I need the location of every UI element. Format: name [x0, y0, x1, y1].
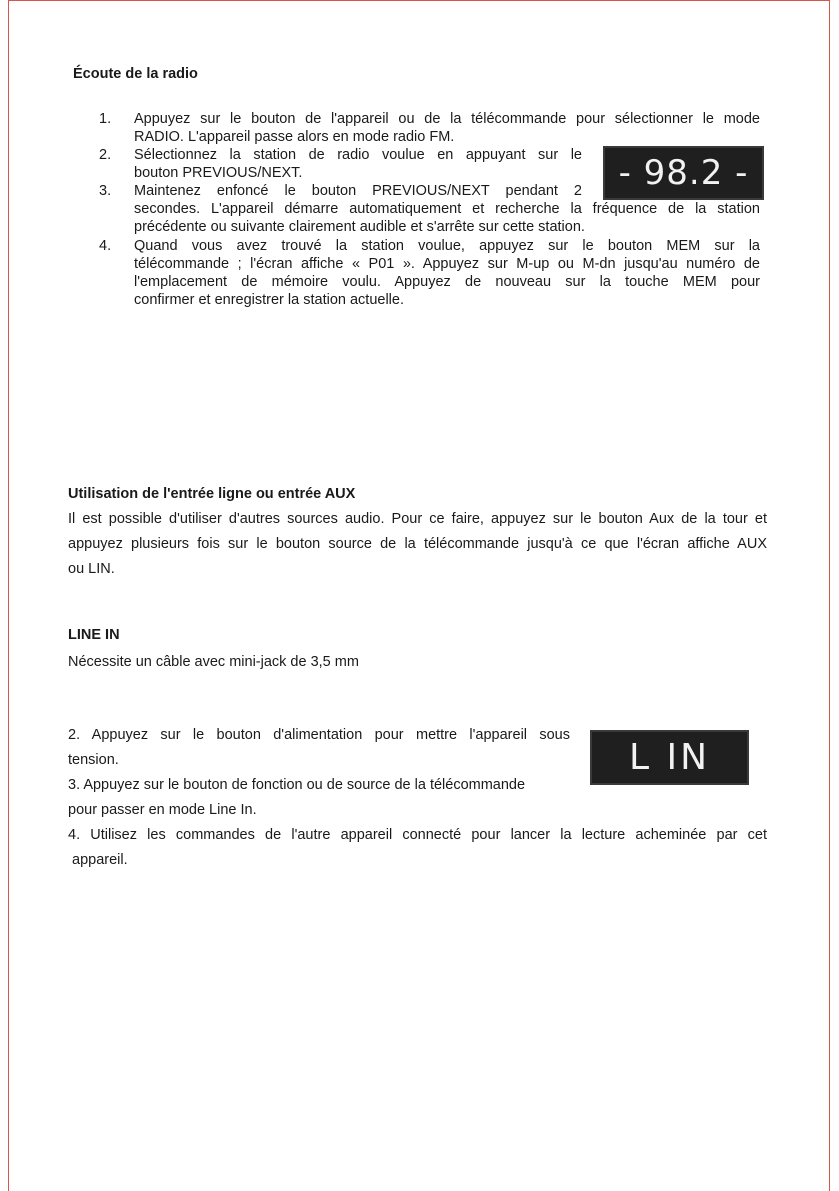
step-line: précédente ou suivante clairement audible et s'arrête sur cette station.	[134, 219, 585, 235]
step-line: télécommande ; l'écran affiche « P01 ». Appuyez sur M-up ou M-dn jusqu'au numéro de	[134, 256, 760, 272]
aux-line: ou LIN.	[68, 561, 115, 577]
step-line: bouton PREVIOUS/NEXT.	[134, 165, 303, 181]
linein-line: appareil.	[68, 852, 128, 868]
linein-steps-continued	[68, 823, 767, 873]
aux-paragraph	[68, 507, 767, 582]
linein-line: 2. Appuyez sur le bouton d'alimentation pour mettre l'appareil sous	[68, 727, 570, 743]
linein-line: pour passer en mode Line In.	[68, 802, 257, 818]
step-line: l'emplacement de mémoire voulu. Appuyez de nouveau sur la touche MEM pour	[134, 274, 760, 290]
aux-heading: Utilisation de l'entrée ligne ou entrée AUX	[68, 486, 356, 502]
step-line: RADIO. L'appareil passe alors en mode radio FM.	[134, 129, 455, 145]
step-line: confirmer et enregistrer la station actuelle.	[134, 292, 404, 308]
step-number: 4.	[99, 238, 112, 254]
linein-heading: LINE IN	[68, 627, 120, 643]
step-line: secondes. L'appareil démarre automatiquement et recherche la fréquence de la station	[134, 201, 760, 217]
linein-line: 4. Utilisez les commandes de l'autre appareil connecté pour lancer la lecture acheminée par cet	[68, 827, 767, 843]
step-line: Sélectionnez la station de radio voulue en appuyant sur le	[134, 147, 582, 163]
step-number: 2.	[99, 147, 112, 163]
step-line: Appuyez sur le bouton de l'appareil ou de la télécommande pour sélectionner le mode	[134, 111, 760, 127]
aux-line: appuyez plusieurs fois sur le bouton source de la télécommande jusqu'à ce que l'écran affiche AUX	[68, 536, 767, 552]
linein-line: tension.	[68, 752, 119, 768]
aux-line: Il est possible d'utiliser d'autres sources audio. Pour ce faire, appuyez sur le bouton Aux de la tour et	[68, 511, 767, 527]
step-number: 1.	[99, 111, 112, 127]
step-number: 3.	[99, 183, 112, 199]
step-line: Maintenez enfoncé le bouton PREVIOUS/NEXT pendant 2	[134, 183, 582, 199]
radio-heading: Écoute de la radio	[73, 66, 198, 82]
line-in-display: L IN	[590, 730, 749, 785]
linein-line: 3. Appuyez sur le bouton de fonction ou de source de la télécommande	[68, 777, 526, 793]
linein-steps	[68, 723, 570, 823]
linein-subtitle: Nécessite un câble avec mini-jack de 3,5 mm	[68, 654, 359, 670]
step-line: Quand vous avez trouvé la station voulue, appuyez sur le bouton MEM sur la	[134, 238, 760, 254]
frequency-display: - 98.2 -	[603, 146, 764, 200]
